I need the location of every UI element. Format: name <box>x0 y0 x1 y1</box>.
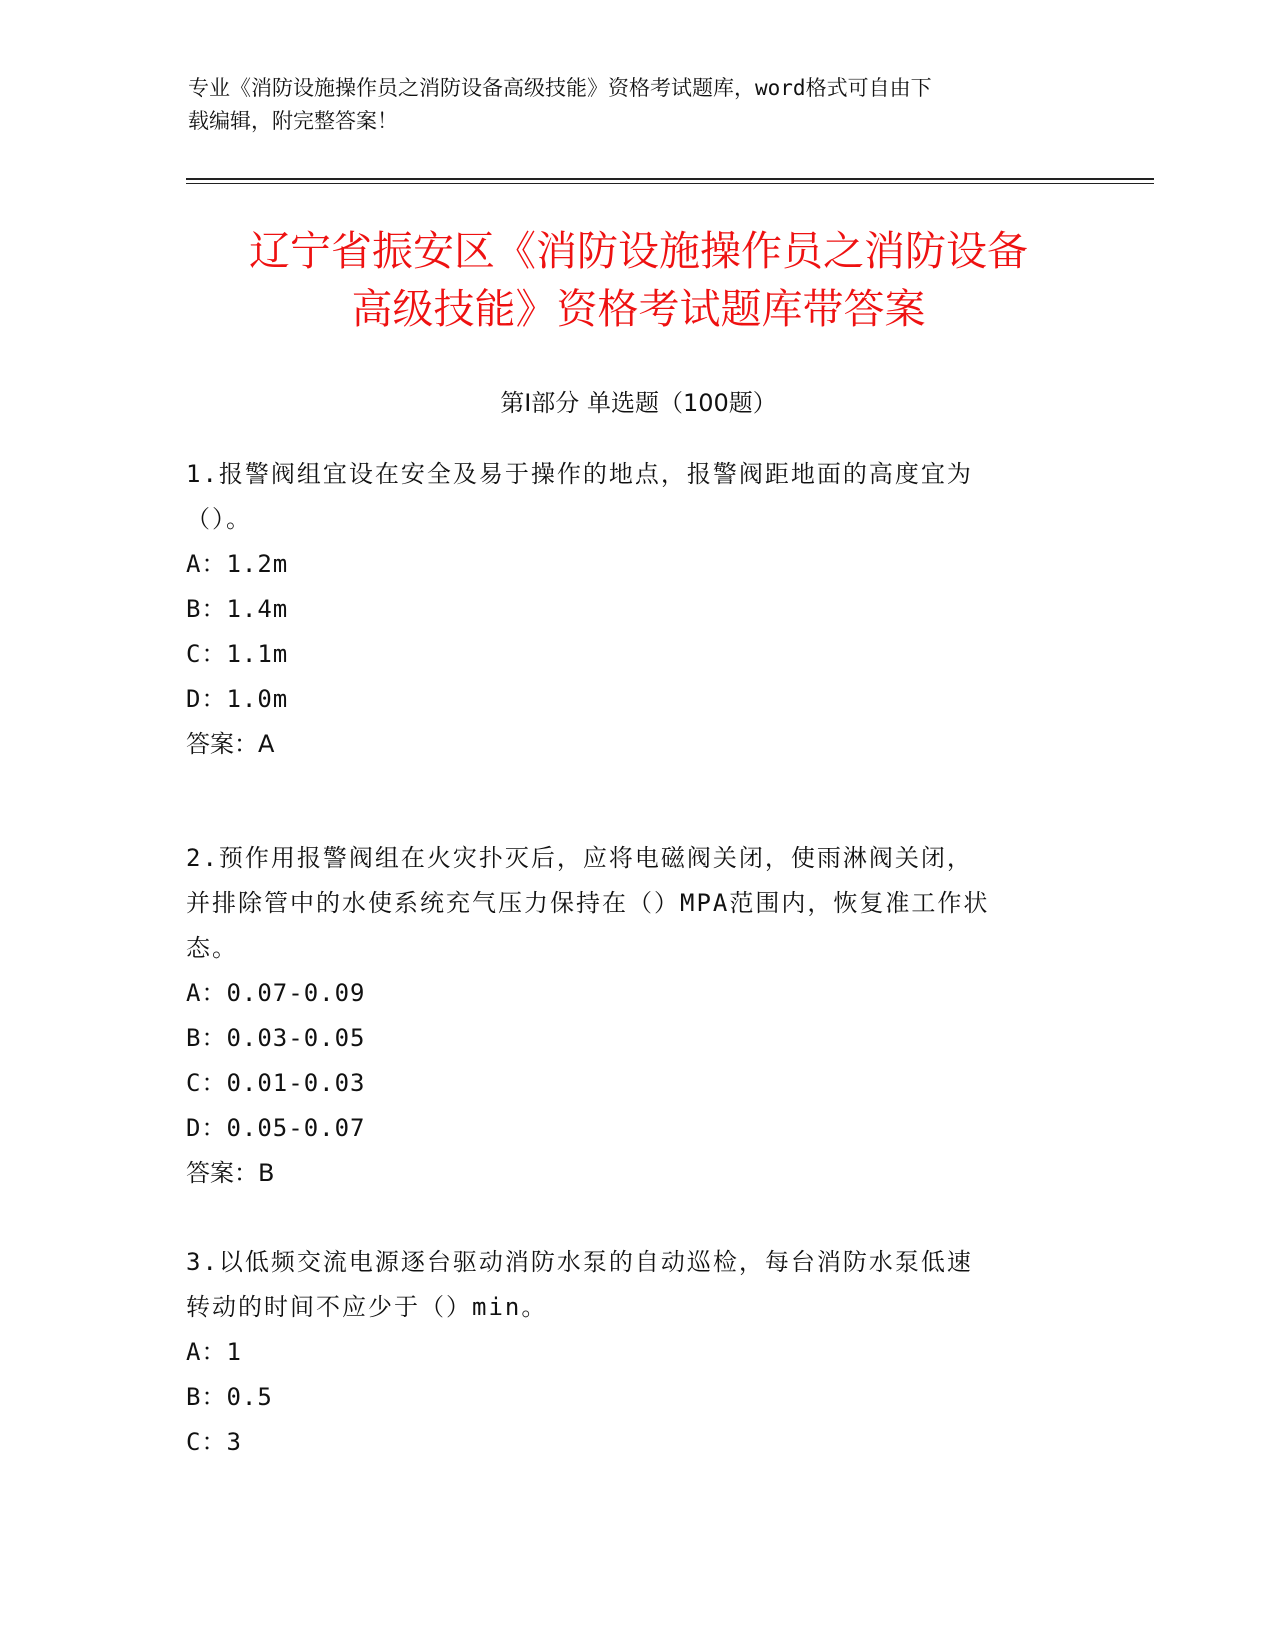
header-line: 专业《消防设施操作员之消防设备高级技能》资格考试题库，word格式可自由下 <box>188 76 932 100</box>
option-c: C：1.1m <box>186 640 289 668</box>
question-stem: 2.预作用报警阀组在火灾扑灭后，应将电磁阀关闭，使雨淋阀关闭， <box>186 844 973 872</box>
document-header <box>188 72 1068 138</box>
question-2 <box>186 836 1086 1196</box>
title-line: 高级技能》资格考试题库带答案 <box>351 285 926 333</box>
question-stem: 1.报警阀组宜设在安全及易于操作的地点，报警阀距地面的高度宜为 <box>186 460 973 488</box>
header-line: 载编辑，附完整答案！ <box>188 109 398 133</box>
title-line: 辽宁省振安区《消防设施操作员之消防设备 <box>249 227 1028 275</box>
question-1 <box>186 452 1086 767</box>
answer: 答案：B <box>186 1159 275 1187</box>
section-heading: 第I部分 单选题（100题） <box>500 389 777 417</box>
option-d: D：1.0m <box>186 685 289 713</box>
question-stem: 态。 <box>186 934 238 962</box>
option-a: A：1.2m <box>186 550 289 578</box>
option-b: B：0.03-0.05 <box>186 1024 366 1052</box>
question-stem: 3.以低频交流电源逐台驱动消防水泵的自动巡检，每台消防水泵低速 <box>186 1248 973 1276</box>
option-c: C：0.01-0.03 <box>186 1069 366 1097</box>
header-divider <box>186 183 1154 184</box>
question-3 <box>186 1240 1086 1465</box>
option-c: C：3 <box>186 1428 242 1456</box>
question-stem: 转动的时间不应少于（）min。 <box>186 1293 548 1321</box>
option-a: A：1 <box>186 1338 242 1366</box>
question-stem: 并排除管中的水使系统充气压力保持在（）MPA范围内，恢复准工作状 <box>186 889 990 917</box>
option-a: A：0.07-0.09 <box>186 979 366 1007</box>
option-d: D：0.05-0.07 <box>186 1114 366 1142</box>
answer: 答案：A <box>186 730 275 758</box>
option-b: B：0.5 <box>186 1383 273 1411</box>
document-title <box>186 222 1091 338</box>
question-stem: （）。 <box>186 505 252 533</box>
option-b: B：1.4m <box>186 595 289 623</box>
header-divider <box>186 178 1154 180</box>
